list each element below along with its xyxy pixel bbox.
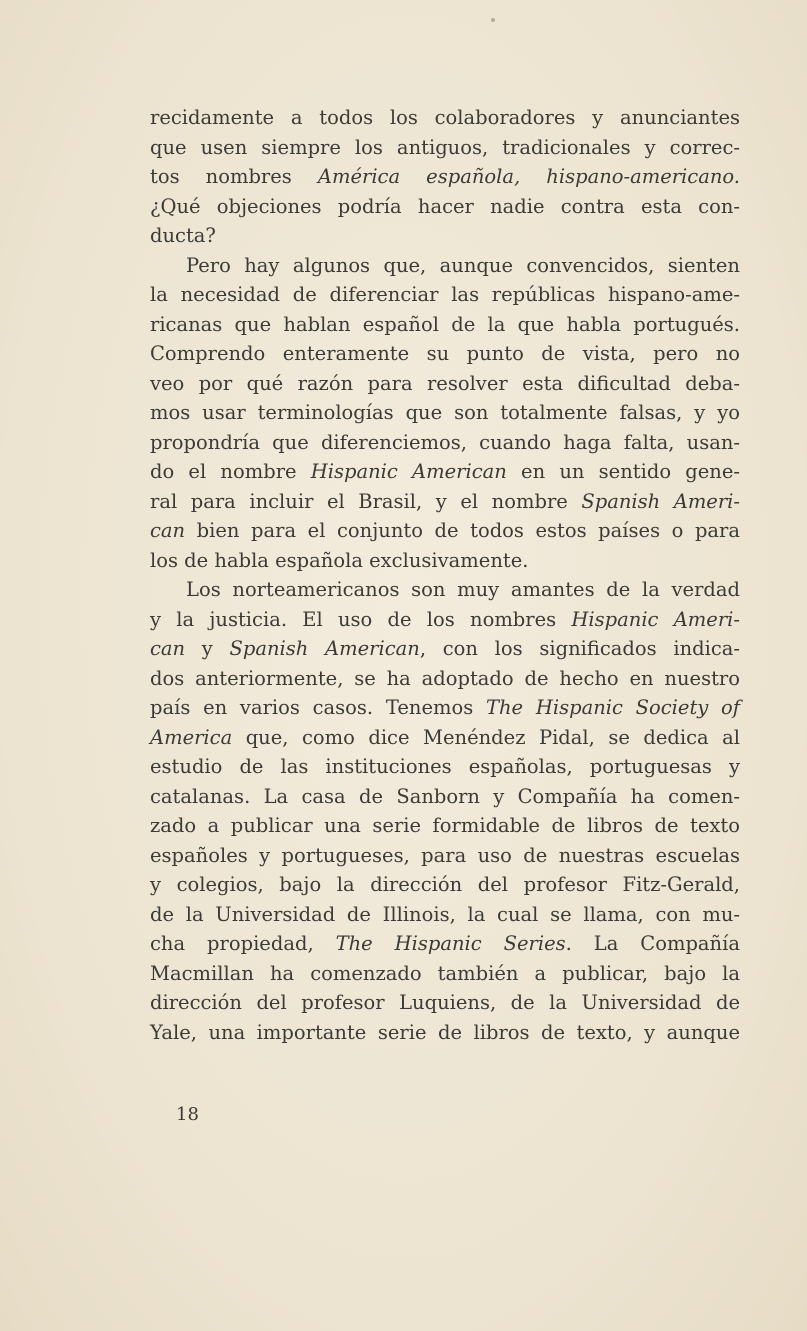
text-line: [150, 192, 740, 222]
text-line: [150, 634, 740, 664]
text-line: [150, 310, 740, 340]
text-line: [150, 280, 740, 310]
text-line: [150, 605, 740, 635]
text-run: do el nombre: [150, 460, 311, 483]
text-run: ricanas que hablan español de la que habla portugués.: [150, 312, 740, 336]
text-line: [150, 487, 740, 517]
italic-term: The Hispanic Society of: [485, 696, 740, 719]
text-run: catalanas. La casa de Sanborn y Compañía ha comen-: [150, 784, 740, 808]
italic-term: The Hispanic Series: [335, 932, 566, 955]
text-line: [150, 339, 740, 369]
text-run: veo por qué razón para resolver esta dificultad deba-: [150, 371, 740, 395]
text-line: [150, 251, 740, 281]
text-run: cha propiedad,: [150, 932, 336, 955]
text-run: ral para incluir el Brasil, y el nombre: [150, 489, 582, 513]
text-run: Comprendo enteramente su punto de vista, pero no: [150, 342, 740, 365]
text-run: Los norteamericanos son muy amantes de la verdad: [186, 578, 740, 601]
text-run: estudio de las instituciones españolas, portuguesas y: [150, 755, 740, 778]
text-line: [150, 693, 740, 723]
text-line: [150, 221, 740, 251]
italic-term: Hispanic American: [310, 460, 507, 483]
text-line: [150, 811, 740, 841]
text-line: [150, 929, 740, 959]
text-run: dos anteriormente, se ha adoptado de hecho en nuestro: [150, 666, 740, 690]
text-line: [150, 369, 740, 399]
text-run: la necesidad de diferenciar las repúblicas hispano-ame-: [150, 283, 740, 306]
text-line: [150, 428, 740, 458]
text-line: [150, 546, 740, 576]
italic-term: Hispanic Ameri-: [571, 607, 740, 631]
text-run: mos usar terminologías que son totalmente falsas, y yo: [150, 401, 740, 424]
text-line: [150, 959, 740, 989]
text-line: [150, 841, 740, 871]
body-text: [150, 103, 740, 1047]
text-line: [150, 752, 740, 782]
text-line: [150, 575, 740, 605]
text-run: zado a publicar una serie formidable de libros de texto: [150, 814, 740, 837]
text-line: [150, 162, 740, 192]
text-run: Macmillan ha comenzado también a publicar, bajo la: [150, 961, 740, 985]
text-run: en un sentido gene-: [506, 460, 740, 483]
text-line: [150, 664, 740, 694]
text-run: que usen siempre los antiguos, tradicionales y correc-: [150, 135, 740, 159]
text-run: propondría que diferenciemos, cuando haga falta, usan-: [150, 430, 740, 454]
text-run: , con los significados indica-: [419, 637, 740, 660]
text-run: país en varios casos. Tenemos: [150, 696, 486, 719]
italic-term: can: [150, 519, 186, 542]
text-run: recidamente a todos los colaboradores y anunciantes: [150, 106, 740, 129]
text-line: [150, 133, 740, 163]
text-line: [150, 516, 740, 546]
text-line: [150, 1018, 740, 1048]
italic-term: América española, hispano-americano.: [317, 165, 740, 188]
text-line: [150, 103, 740, 133]
text-run: y colegios, bajo la dirección del profesor Fitz-Gerald,: [150, 873, 740, 896]
text-run: bien para el conjunto de todos estos países o para: [185, 519, 740, 542]
text-run: españoles y portugueses, para uso de nuestras escuelas: [150, 843, 740, 867]
text-run: tos nombres: [150, 165, 318, 188]
text-line: [150, 723, 740, 753]
text-run: Pero hay algunos que, aunque convencidos, sienten: [186, 253, 740, 277]
text-line: [150, 900, 740, 930]
text-line: [150, 988, 740, 1018]
text-run: que, como dice Menéndez Pidal, se dedica al: [232, 725, 740, 749]
text-line: [150, 398, 740, 428]
page-speck: [491, 18, 495, 22]
italic-term: Spanish American: [229, 637, 420, 660]
text-run: los de habla española exclusivamente.: [150, 548, 529, 572]
italic-term: can: [150, 637, 186, 660]
text-run: y: [185, 637, 230, 660]
text-run: y la justicia. El uso de los nombres: [150, 607, 572, 631]
text-run: ducta?: [150, 224, 216, 247]
text-run: Yale, una importante serie de libros de texto, y aunque: [150, 1020, 740, 1044]
italic-term: Spanish Ameri-: [581, 489, 740, 513]
text-line: [150, 782, 740, 812]
text-run: de la Universidad de Illinois, la cual se llama, con mu-: [150, 902, 740, 926]
italic-term: America: [150, 725, 233, 749]
text-run: . La Compañía: [565, 932, 740, 955]
text-line: [150, 870, 740, 900]
text-run: ¿Qué objeciones podría hacer nadie contra esta con-: [150, 194, 740, 218]
text-line: [150, 457, 740, 487]
page-number: 18: [176, 1104, 199, 1125]
text-run: dirección del profesor Luquiens, de la Universidad de: [150, 991, 740, 1014]
